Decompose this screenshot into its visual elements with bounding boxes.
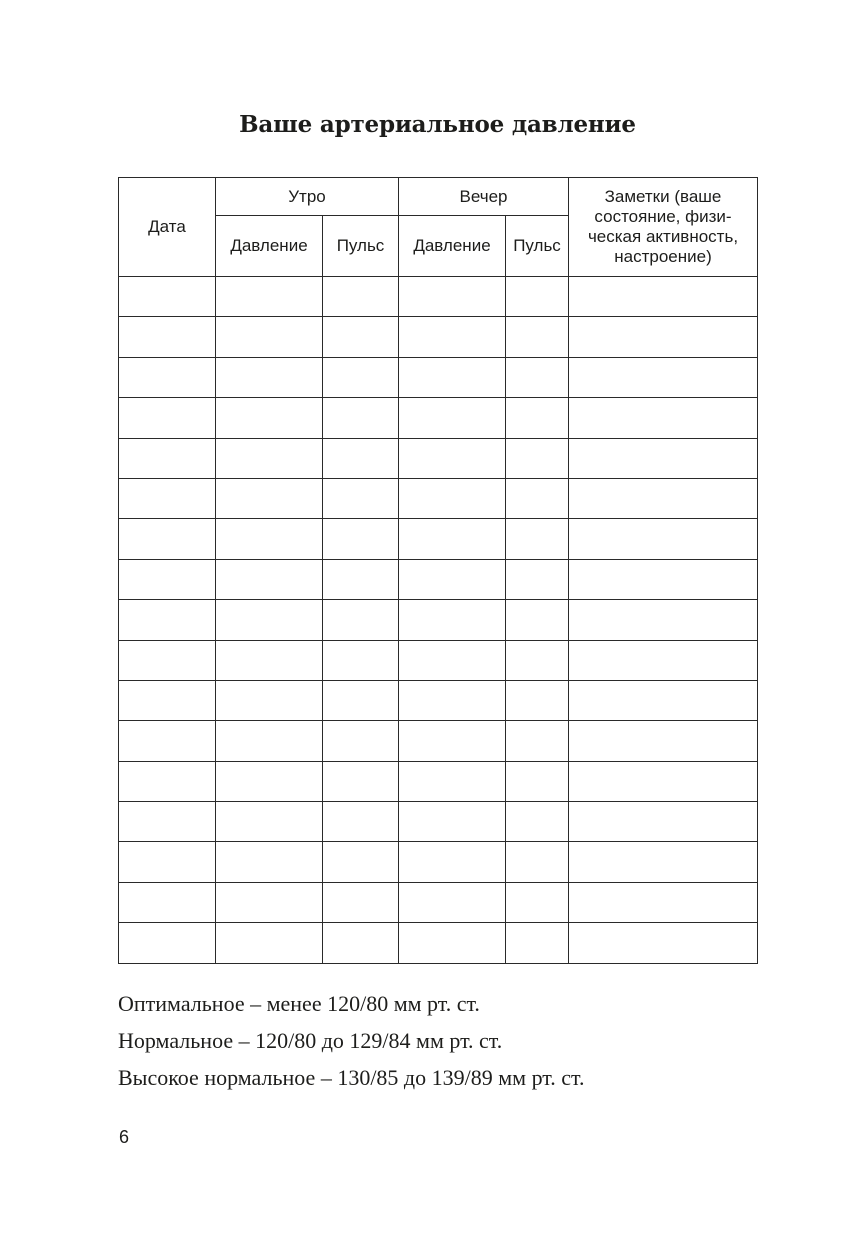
morning-pulse-cell: [323, 882, 399, 922]
morning-pressure-cell: [216, 317, 323, 357]
evening-pulse-cell: [506, 559, 569, 599]
page-title: Ваше артериальное давление: [239, 111, 636, 138]
notes-cell: [569, 802, 758, 842]
date-cell: [119, 317, 216, 357]
notes-cell: [569, 398, 758, 438]
table-row: [119, 640, 758, 680]
evening-pressure-cell: [399, 277, 506, 317]
morning-pressure-cell: [216, 519, 323, 559]
date-cell: [119, 802, 216, 842]
date-cell: [119, 882, 216, 922]
morning-pulse-cell: [323, 277, 399, 317]
evening-pressure-cell: [399, 600, 506, 640]
morning-pulse-cell: [323, 680, 399, 720]
evening-pulse-cell: [506, 398, 569, 438]
morning-pressure-cell: [216, 277, 323, 317]
evening-pulse-cell: [506, 802, 569, 842]
header-evening-pressure: Давление: [399, 216, 506, 277]
notes-cell: [569, 317, 758, 357]
evening-pulse-cell: [506, 519, 569, 559]
notes-cell: [569, 923, 758, 963]
evening-pressure-cell: [399, 357, 506, 397]
morning-pulse-cell: [323, 600, 399, 640]
morning-pulse-cell: [323, 721, 399, 761]
evening-pressure-cell: [399, 761, 506, 801]
morning-pulse-cell: [323, 559, 399, 599]
morning-pressure-cell: [216, 680, 323, 720]
morning-pressure-cell: [216, 438, 323, 478]
notes-cell: [569, 277, 758, 317]
morning-pressure-cell: [216, 882, 323, 922]
table-row: [119, 478, 758, 518]
table-row: [119, 559, 758, 599]
morning-pulse-cell: [323, 357, 399, 397]
evening-pulse-cell: [506, 882, 569, 922]
notes-cell: [569, 721, 758, 761]
header-morning-pulse: Пульс: [323, 216, 399, 277]
morning-pressure-cell: [216, 923, 323, 963]
table-row: [119, 680, 758, 720]
morning-pressure-cell: [216, 398, 323, 438]
reference-line-high-normal: Высокое нормальное – 130/85 до 139/89 мм рт. ст.: [118, 1065, 585, 1090]
evening-pressure-cell: [399, 802, 506, 842]
notes-cell: [569, 640, 758, 680]
table-row: [119, 923, 758, 963]
evening-pressure-cell: [399, 317, 506, 357]
header-evening: Вечер: [399, 178, 569, 216]
table-row: [119, 398, 758, 438]
morning-pressure-cell: [216, 761, 323, 801]
notes-cell: [569, 357, 758, 397]
table-row: [119, 802, 758, 842]
evening-pulse-cell: [506, 923, 569, 963]
evening-pulse-cell: [506, 357, 569, 397]
reference-line-optimal: Оптимальное – менее 120/80 мм рт. ст.: [118, 991, 480, 1016]
morning-pulse-cell: [323, 923, 399, 963]
table-row: [119, 277, 758, 317]
evening-pressure-cell: [399, 398, 506, 438]
table-row: [119, 721, 758, 761]
morning-pressure-cell: [216, 640, 323, 680]
evening-pressure-cell: [399, 923, 506, 963]
evening-pulse-cell: [506, 680, 569, 720]
evening-pulse-cell: [506, 761, 569, 801]
evening-pulse-cell: [506, 721, 569, 761]
header-notes: Заметки (ваше состояние, физическая активность, настроение): [569, 178, 758, 277]
notes-cell: [569, 559, 758, 599]
evening-pulse-cell: [506, 478, 569, 518]
evening-pulse-cell: [506, 640, 569, 680]
morning-pulse-cell: [323, 802, 399, 842]
table-row: [119, 357, 758, 397]
evening-pressure-cell: [399, 842, 506, 882]
header-evening-pulse: Пульс: [506, 216, 569, 277]
morning-pulse-cell: [323, 519, 399, 559]
morning-pulse-cell: [323, 438, 399, 478]
morning-pressure-cell: [216, 559, 323, 599]
notes-cell: [569, 438, 758, 478]
morning-pulse-cell: [323, 640, 399, 680]
date-cell: [119, 277, 216, 317]
reference-values: [118, 985, 584, 1096]
morning-pulse-cell: [323, 842, 399, 882]
evening-pressure-cell: [399, 478, 506, 518]
morning-pulse-cell: [323, 761, 399, 801]
morning-pulse-cell: [323, 478, 399, 518]
evening-pulse-cell: [506, 438, 569, 478]
table-row: [119, 600, 758, 640]
date-cell: [119, 519, 216, 559]
morning-pressure-cell: [216, 478, 323, 518]
morning-pressure-cell: [216, 600, 323, 640]
date-cell: [119, 600, 216, 640]
evening-pressure-cell: [399, 559, 506, 599]
morning-pressure-cell: [216, 842, 323, 882]
notes-cell: [569, 478, 758, 518]
evening-pressure-cell: [399, 680, 506, 720]
page-number: 6: [119, 1127, 130, 1147]
table-row: [119, 317, 758, 357]
date-cell: [119, 478, 216, 518]
notes-cell: [569, 680, 758, 720]
morning-pulse-cell: [323, 317, 399, 357]
notes-cell: [569, 600, 758, 640]
notes-cell: [569, 842, 758, 882]
table-body: [119, 277, 758, 964]
morning-pressure-cell: [216, 357, 323, 397]
header-date: Дата: [119, 178, 216, 277]
date-cell: [119, 923, 216, 963]
date-cell: [119, 559, 216, 599]
table-row: [119, 761, 758, 801]
morning-pulse-cell: [323, 398, 399, 438]
evening-pulse-cell: [506, 317, 569, 357]
table-row: [119, 842, 758, 882]
header-morning-pressure: Давление: [216, 216, 323, 277]
evening-pressure-cell: [399, 640, 506, 680]
date-cell: [119, 640, 216, 680]
notes-cell: [569, 761, 758, 801]
date-cell: [119, 721, 216, 761]
table-row: [119, 438, 758, 478]
evening-pressure-cell: [399, 438, 506, 478]
header-morning: Утро: [216, 178, 399, 216]
reference-line-normal: Нормальное – 120/80 до 129/84 мм рт. ст.: [118, 1028, 503, 1053]
date-cell: [119, 357, 216, 397]
notes-cell: [569, 519, 758, 559]
notes-cell: [569, 882, 758, 922]
evening-pulse-cell: [506, 842, 569, 882]
table-row: [119, 882, 758, 922]
date-cell: [119, 842, 216, 882]
evening-pulse-cell: [506, 277, 569, 317]
table-row: [119, 519, 758, 559]
date-cell: [119, 398, 216, 438]
morning-pressure-cell: [216, 721, 323, 761]
blood-pressure-log-table: [118, 177, 758, 964]
evening-pulse-cell: [506, 600, 569, 640]
evening-pressure-cell: [399, 882, 506, 922]
date-cell: [119, 680, 216, 720]
date-cell: [119, 438, 216, 478]
morning-pressure-cell: [216, 802, 323, 842]
evening-pressure-cell: [399, 721, 506, 761]
evening-pressure-cell: [399, 519, 506, 559]
date-cell: [119, 761, 216, 801]
